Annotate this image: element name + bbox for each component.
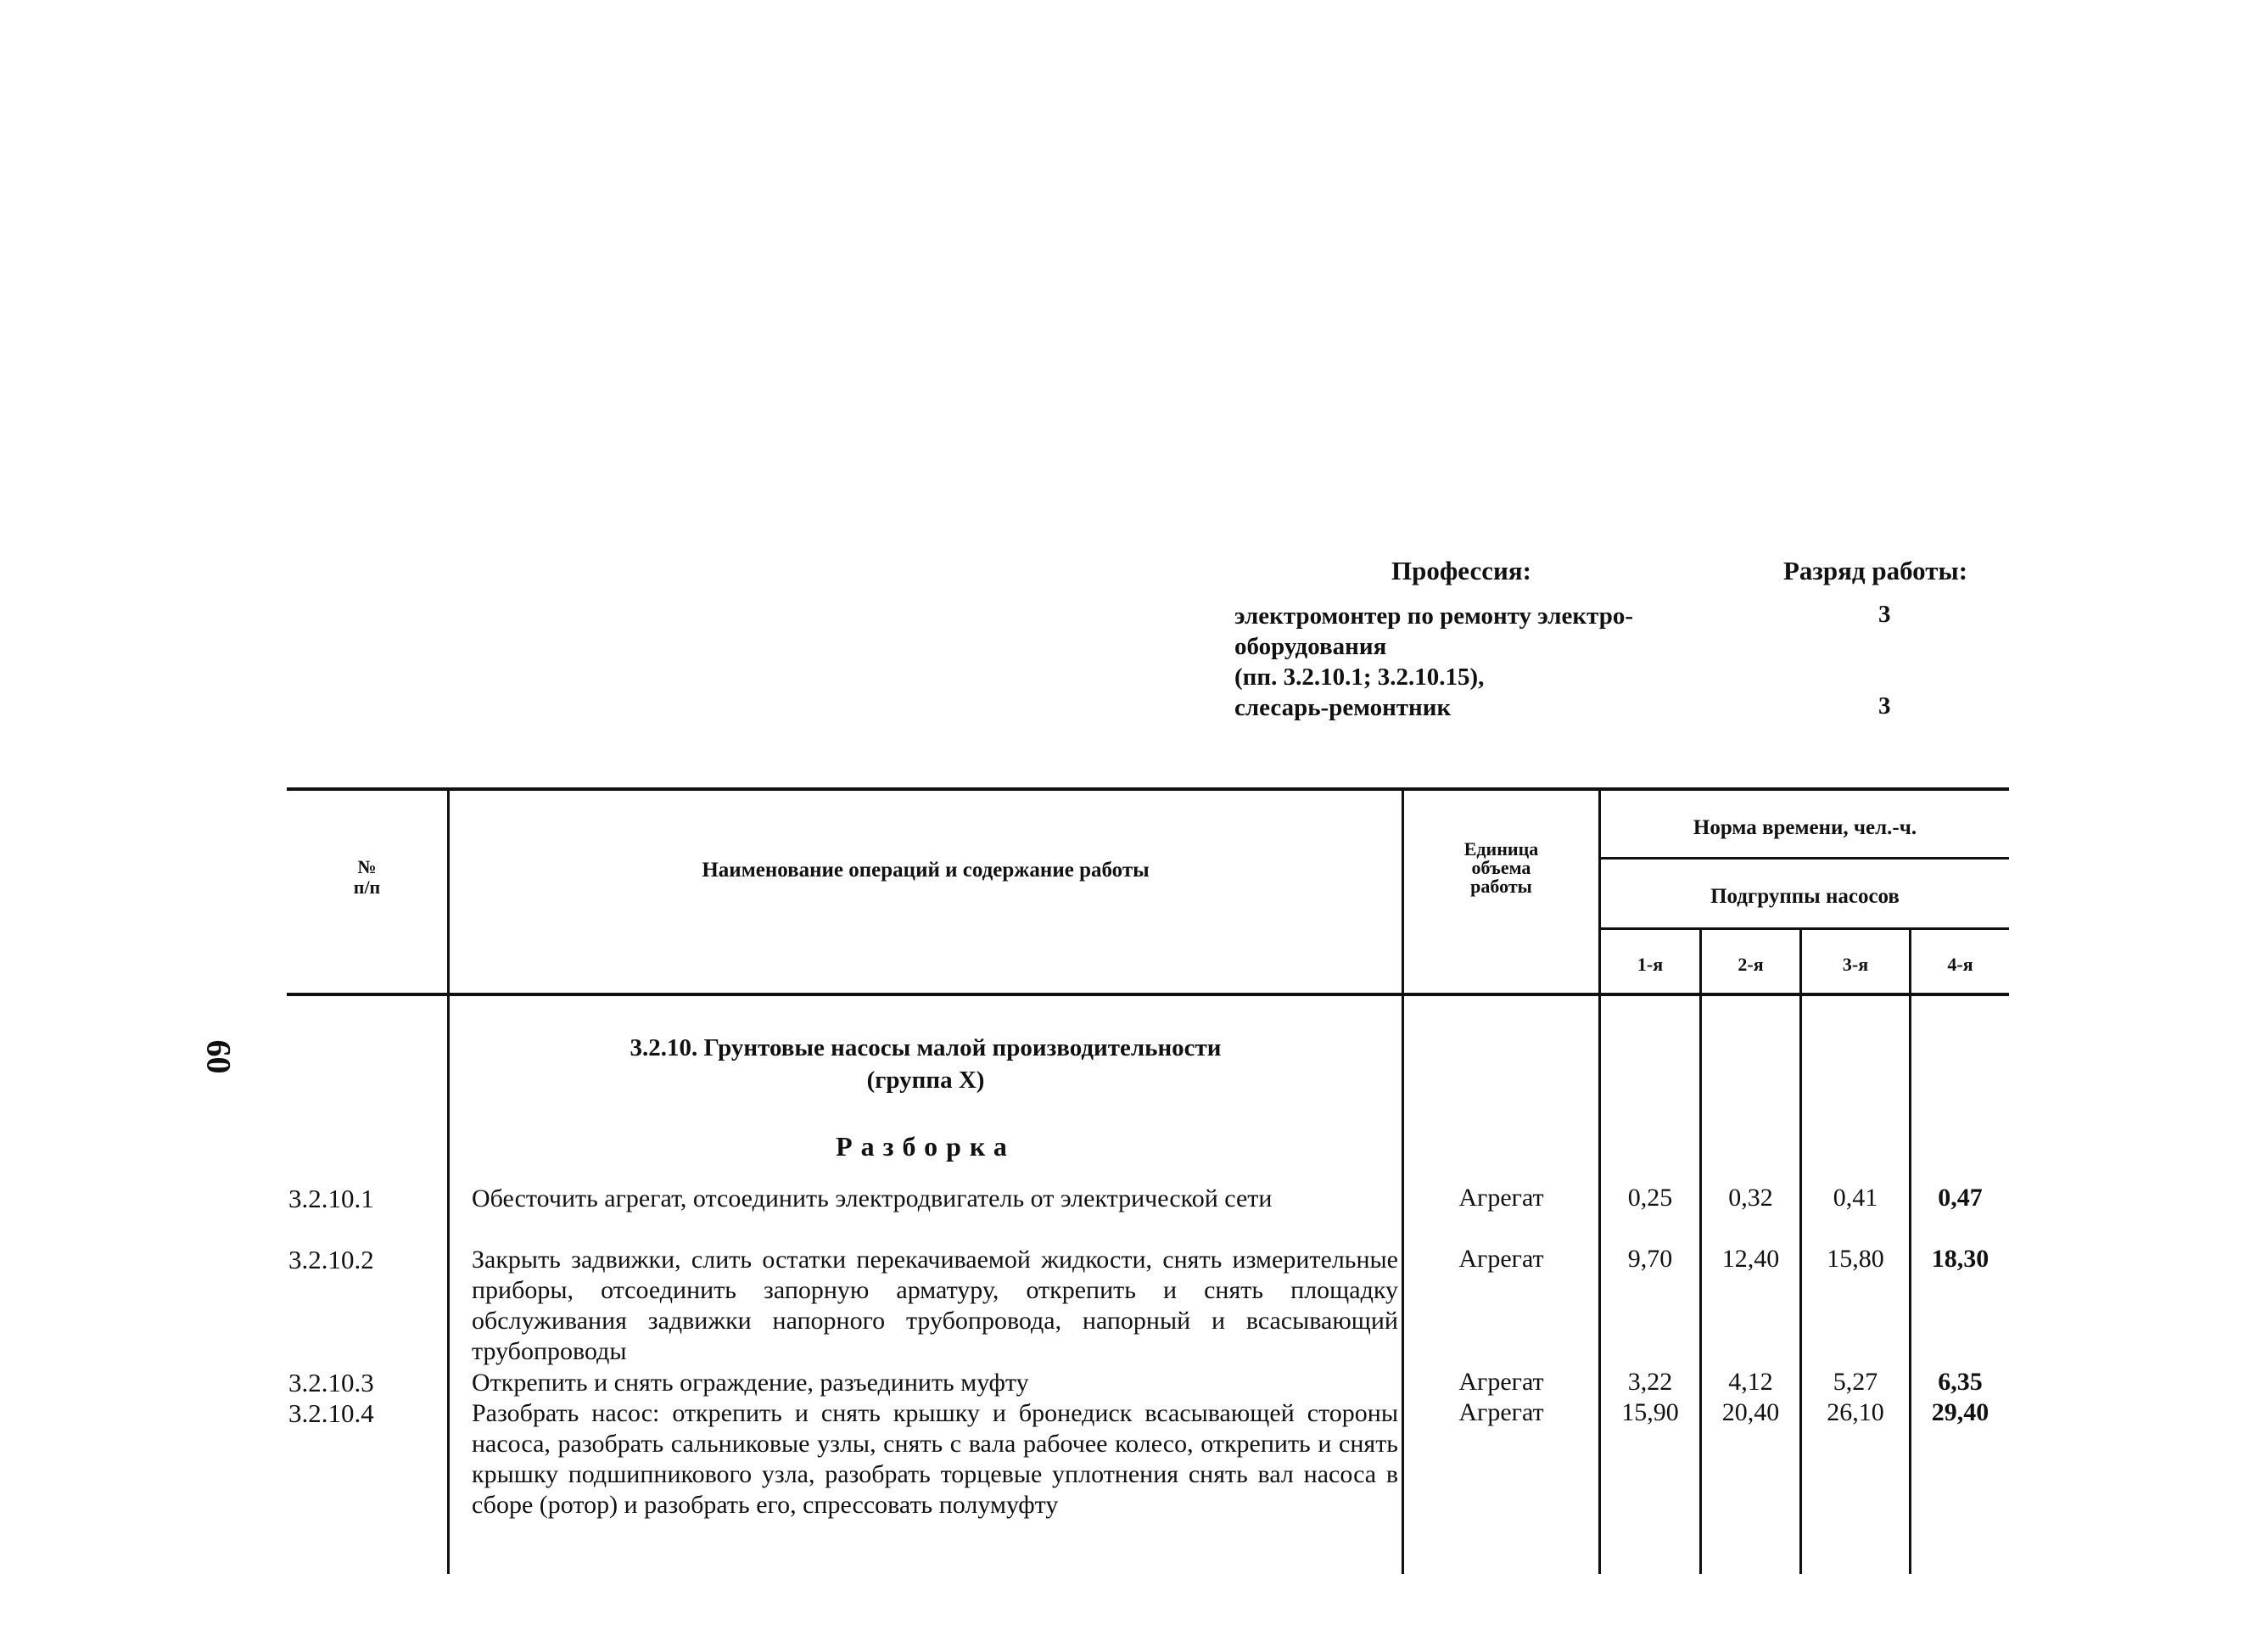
row-value-sub4: 18,30 bbox=[1931, 1245, 1989, 1273]
row-value-sub2: 0,32 bbox=[1728, 1184, 1773, 1212]
profession-label: Профессия: bbox=[1391, 556, 1531, 585]
col-header-sub-3: 3-я bbox=[1842, 954, 1869, 975]
grade-label: Разряд работы: bbox=[1783, 556, 1968, 585]
profession-line-4: слесарь-ремонтник bbox=[1234, 694, 1452, 721]
col-header-num: № п/п bbox=[353, 856, 381, 899]
row-value-sub1: 15,90 bbox=[1621, 1398, 1679, 1426]
row-value-sub4: 0,47 bbox=[1938, 1184, 1983, 1212]
profession-line-1: электромонтер по ремонту электро- bbox=[1234, 602, 1634, 630]
grade-value-2: 3 bbox=[1878, 692, 1891, 720]
row-description: Обесточить агрегат, отсоединить электродвигатель от электрической сети bbox=[472, 1184, 1273, 1212]
profession-line-2: оборудования bbox=[1234, 633, 1387, 660]
grade-value-1: 3 bbox=[1878, 601, 1891, 628]
row-unit: Агрегат bbox=[1458, 1368, 1544, 1396]
col-header-norm: Норма времени, чел.-ч. bbox=[1693, 816, 1917, 839]
col-header-unit: Единица объема работы bbox=[1463, 838, 1539, 897]
col-header-sub-2: 2-я bbox=[1738, 954, 1764, 975]
row-value-sub1: 9,70 bbox=[1627, 1245, 1673, 1273]
row-value-sub3: 15,80 bbox=[1827, 1245, 1884, 1273]
col-rule-1 bbox=[447, 789, 450, 1574]
row-value-sub3: 5,27 bbox=[1833, 1368, 1878, 1396]
col-rule-2 bbox=[1402, 789, 1404, 1574]
row-value-sub3: 26,10 bbox=[1827, 1398, 1884, 1426]
row-description: Закрыть задвижки, слить остатки перекачиваемой жидкости, снять измерительные приборы, отсоединить запорную арматуру, открепить и снять площадку обслуживания задвижки напорного трубопровода, напорный и всасывающий трубопроводы bbox=[472, 1246, 1398, 1365]
row-value-sub4: 6,35 bbox=[1938, 1368, 1983, 1396]
row-value-sub4: 29,40 bbox=[1931, 1398, 1989, 1426]
row-value-sub2: 4,12 bbox=[1728, 1368, 1773, 1396]
page-number: 60 bbox=[199, 1039, 238, 1074]
row-code: 3.2.10.1 bbox=[288, 1184, 374, 1213]
profession-line-3: (пп. 3.2.10.1; 3.2.10.15), bbox=[1234, 664, 1485, 691]
row-unit: Агрегат bbox=[1458, 1398, 1544, 1426]
norm-divider-rule bbox=[1599, 857, 2009, 860]
col-header-sub-1: 1-я bbox=[1637, 954, 1664, 975]
row-value-sub3: 0,41 bbox=[1833, 1184, 1878, 1212]
row-value-sub1: 3,22 bbox=[1627, 1368, 1673, 1396]
section-subtitle: Разборка bbox=[836, 1131, 1016, 1162]
row-value-sub1: 0,25 bbox=[1627, 1184, 1673, 1212]
section-title: 3.2.10. Грунтовые насосы малой производительности (группа X) bbox=[630, 1034, 1222, 1094]
subgroup-divider-rule bbox=[1599, 927, 2009, 930]
row-value-sub2: 12,40 bbox=[1721, 1245, 1780, 1273]
col-header-subgroups: Подгруппы насосов bbox=[1710, 885, 1900, 908]
row-description: Разобрать насос: открепить и снять крышку и бронедиск всасывающей стороны насоса, разобрать сальниковые узлы, снять с вала рабочее колесо, открепить и снять крышку подшипникового узла, разобрать торцевые уплотнения снять вал насоса в сборе (ротор) и разобрать его, спрессовать полумуфту bbox=[472, 1399, 1398, 1519]
row-code: 3.2.10.3 bbox=[288, 1368, 374, 1397]
row-code: 3.2.10.2 bbox=[288, 1245, 374, 1274]
row-code: 3.2.10.4 bbox=[288, 1398, 374, 1428]
row-unit: Агрегат bbox=[1458, 1245, 1544, 1273]
table-top-rule bbox=[287, 787, 2009, 791]
col-header-sub-4: 4-я bbox=[1947, 954, 1973, 975]
col-header-name: Наименование операций и содержание работы bbox=[702, 859, 1150, 882]
header-bottom-rule bbox=[287, 993, 2009, 996]
row-value-sub2: 20,40 bbox=[1721, 1398, 1780, 1426]
row-unit: Агрегат bbox=[1458, 1184, 1544, 1212]
row-description: Открепить и снять ограждение, разъединить муфту bbox=[472, 1369, 1029, 1397]
